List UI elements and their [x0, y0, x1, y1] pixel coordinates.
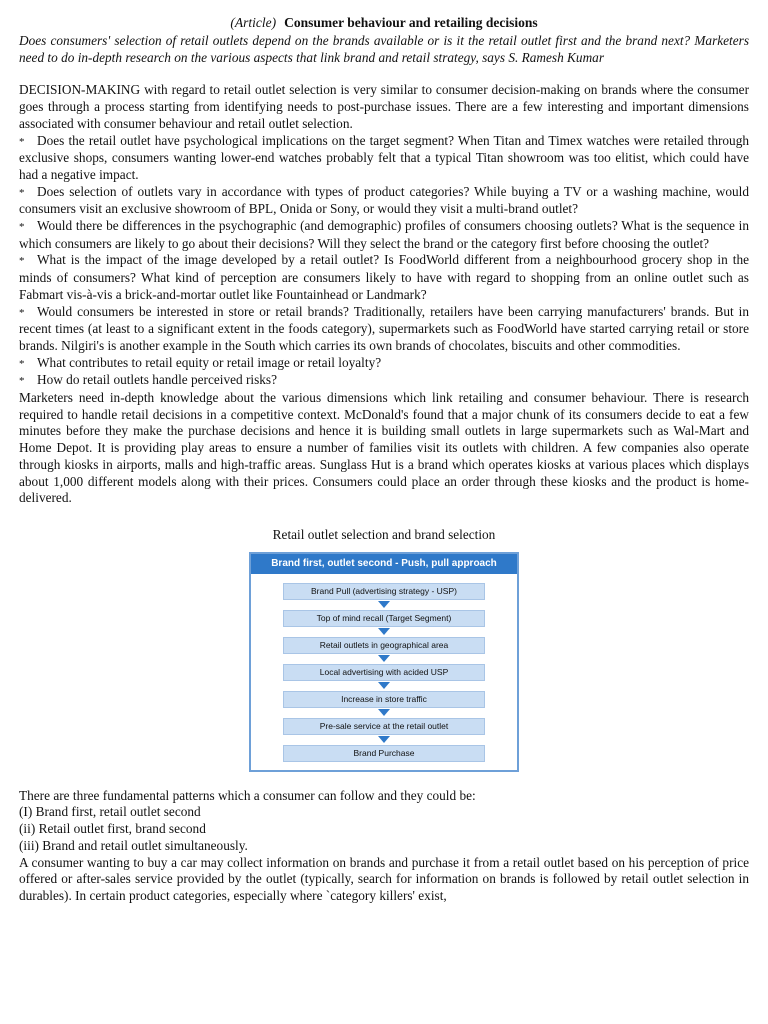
question-item: [19, 355, 749, 373]
question-item: [19, 184, 749, 218]
pattern-item-1: (I) Brand first, retail outlet second: [19, 804, 201, 820]
bullet-star-icon: *: [19, 221, 25, 234]
intro-paragraph: DECISION-MAKING with regard to retail outlet selection is very similar to consumer decision-making on brands where the consumer goes through a process starting from identifying needs to post-purchase issues. There are a few interesting and important dimensions associated with consumer behaviour and retail outlet selection.: [19, 82, 749, 131]
down-arrow-icon: [378, 736, 390, 743]
marketers-paragraph: Marketers need in-depth knowledge about the various dimensions which link retailing and consumer behaviour. There is research required to handle retail decisions in a competitive context. McDonald's found that a major chunk of its consumers decide to eat a few minutes before they make the purchase decisions and hence it is building small outlets in large supermarkets such as Wal-Mart and Home Depot. It is providing play areas to ensure a number of families visit its outlets with children. A few companies also operate through kiosks in airports, malls and high-traffic areas. Sunglass Hut is a brand which operates kiosks at various places which displays about 1,000 different models along with their prices. Consumers could place an order through these kiosks and the product is home-delivered.: [19, 390, 749, 506]
bullet-star-icon: *: [19, 135, 25, 148]
question-text: How do retail outlets handle perceived risks?: [37, 372, 278, 388]
down-arrow-icon: [378, 628, 390, 635]
diagram-step: Brand Purchase: [283, 745, 485, 762]
diagram-step: Brand Pull (advertising strategy - USP): [283, 583, 485, 600]
article-label: (Article): [230, 15, 277, 30]
bullet-star-icon: *: [19, 306, 25, 319]
down-arrow-icon: [378, 682, 390, 689]
question-item: [19, 252, 749, 303]
question-item: [19, 372, 749, 390]
question-text: Does the retail outlet have psychological implications on the target segment? When Titan and Timex watches were retailed through exclusive shops, consumers wanting lower-end watches probably felt that a typical Titan showroom was too elitist, which could have had a negative impact.: [19, 132, 749, 182]
patterns-intro: There are three fundamental patterns which a consumer can follow and they could be:: [19, 787, 476, 803]
pattern-item-2: (ii) Retail outlet first, brand second: [19, 821, 206, 837]
diagram-header: Brand first, outlet second - Push, pull approach: [251, 554, 517, 574]
question-list: [19, 133, 749, 391]
pattern-item-3: (iii) Brand and retail outlet simultaneously.: [19, 837, 248, 853]
down-arrow-icon: [378, 601, 390, 608]
question-item: [19, 304, 749, 355]
question-text: Would consumers be interested in store or retail brands? Traditionally, retailers have been carrying manufacturers' brands. But in recent times (at least to a significant extent in the foods category), supermarkets such as FoodWorld have started carrying retail or store brands. Nilgiri's is another example in the South which carries its own brands of chocolates, biscuits and other commodities.: [19, 303, 749, 353]
diagram-step: Top of mind recall (Target Segment): [283, 610, 485, 627]
diagram-step: Local advertising with acided USP: [283, 664, 485, 681]
question-item: [19, 218, 749, 252]
question-text: Would there be differences in the psychographic (and demographic) profiles of consumers choosing outlets? What is the sequence in which consumers are likely to go about their decisions? Will they select the brand or the category first before choosing the outlet?: [19, 218, 749, 251]
bullet-star-icon: *: [19, 255, 25, 268]
down-arrow-icon: [378, 709, 390, 716]
patterns-section: [19, 788, 749, 855]
diagram-step: Increase in store traffic: [283, 691, 485, 708]
diagram-step: Retail outlets in geographical area: [283, 637, 485, 654]
article-lede: Does consumers' selection of retail outlets depend on the brands available or is it the retail outlet first and the brand next? Marketers need to do in-depth research on the various aspects that link brand and retail strategy, says S. Ramesh Kumar: [19, 33, 749, 65]
bullet-star-icon: *: [19, 357, 25, 370]
question-text: What contributes to retail equity or retail image or retail loyalty?: [37, 354, 382, 370]
diagram-container: [19, 552, 749, 772]
article-title: Consumer behaviour and retailing decisions: [284, 15, 538, 30]
question-text: What is the impact of the image developed by a retail outlet? Is FoodWorld different from a neighbourhood grocery shop in the minds of consumers? What kind of perception are consumers likely to have with regard to shopping from an online outlet such as Fabmart vis-à-vis a brick-and-mortar outlet like Fountainhead or Landmark?: [19, 252, 749, 302]
article-page: [19, 14, 749, 905]
down-arrow-icon: [378, 655, 390, 662]
question-item: [19, 133, 749, 184]
article-heading: [19, 14, 749, 32]
closing-paragraph: A consumer wanting to buy a car may collect information on brands and purchase it from a retail outlet based on his perception of price offered or after-sales service provided by the outlet (typically, search for information on brands is followed by retail outlet selection in durables). In certain product categories, especially where `category killers' exist,: [19, 854, 749, 903]
bullet-star-icon: *: [19, 375, 25, 388]
bullet-star-icon: *: [19, 186, 25, 199]
figure-caption: Retail outlet selection and brand selection: [272, 526, 496, 542]
diagram-step: Pre-sale service at the retail outlet: [283, 718, 485, 735]
flow-diagram: [249, 552, 519, 772]
diagram-steps: [251, 574, 517, 762]
question-text: Does selection of outlets vary in accordance with types of product categories? While buying a TV or a washing machine, would consumers visit an exclusive showroom of BPL, Onida or Sony, or would they visit a multi-brand outlet?: [19, 183, 749, 217]
